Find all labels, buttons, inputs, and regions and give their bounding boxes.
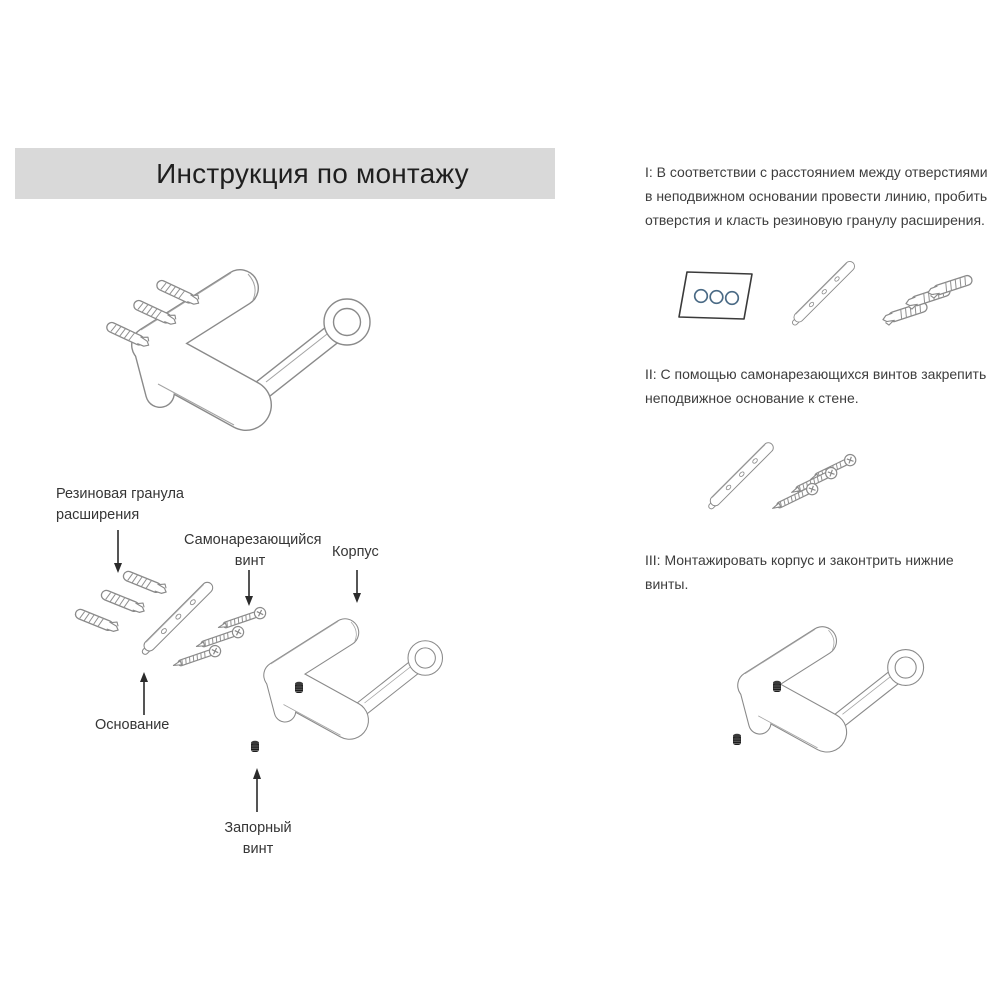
label-body: Корпус	[332, 544, 379, 560]
step-1-text: I: В соответствии с расстоянием между отверстиями в неподвижном основании провести линию, пробить отверстия и класть резиновую гранулу расширения.	[645, 164, 988, 228]
arrow-down-icon	[245, 570, 253, 606]
instruction-title-banner	[15, 148, 555, 199]
label-lock-screw: Запорный винт	[224, 820, 292, 857]
label-rubber-expansion-plug: Резиновая гранула расширения	[56, 486, 184, 523]
page-title: Инструкция по монтажу	[156, 157, 469, 189]
label-base: Основание	[95, 717, 170, 733]
drilling-template-drawing	[679, 272, 752, 319]
arrow-down-icon	[114, 530, 122, 573]
step-2-parts-drawing	[700, 430, 965, 525]
arrow-up-icon	[253, 768, 261, 812]
step-3-assembly-drawing	[705, 598, 975, 783]
step-3-text: III: Монтажировать корпус и законтрить нижние винты.	[645, 552, 954, 592]
arrow-up-icon	[140, 672, 148, 715]
arrow-down-icon	[353, 570, 361, 603]
step-2-text: II: С помощью самонарезающихся винтов закрепить неподвижное основание к стене.	[645, 366, 987, 406]
step-1-parts-drawing	[660, 255, 980, 340]
assembled-holder-with-anchors-drawing	[100, 238, 420, 448]
label-self-tapping-screw: Самонарезающийся винт	[184, 532, 322, 569]
